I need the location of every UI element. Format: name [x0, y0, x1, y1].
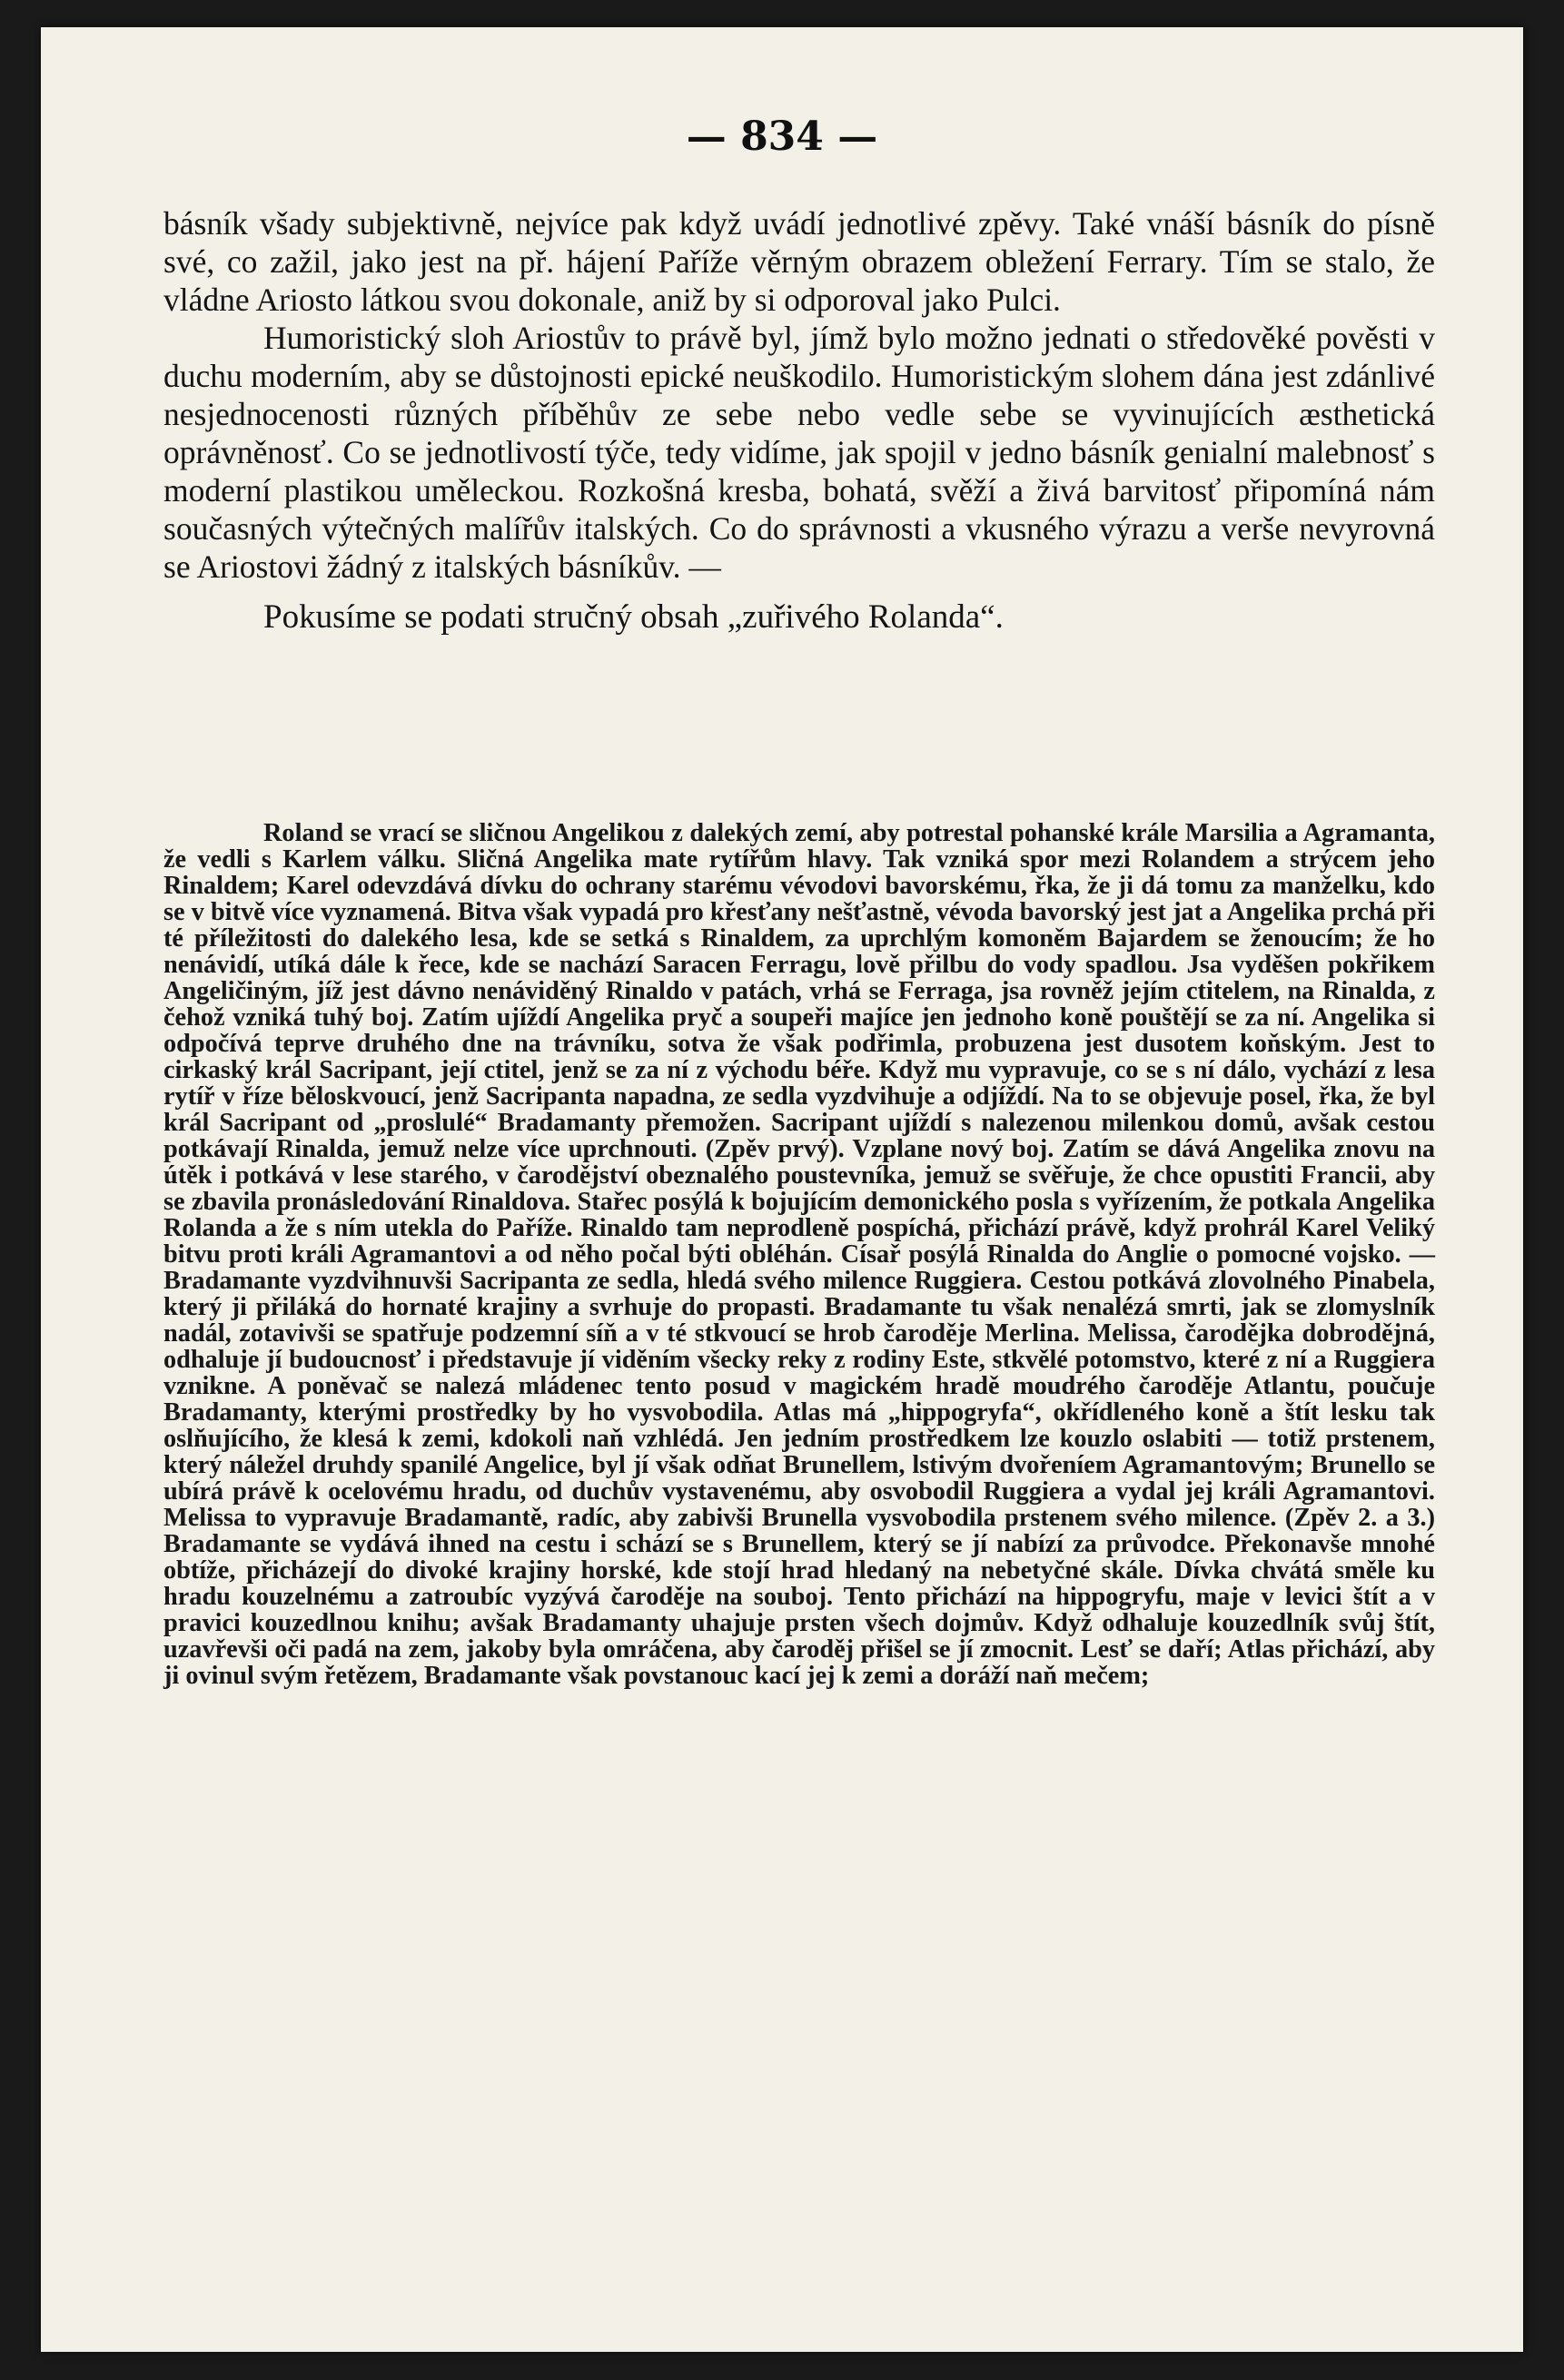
paragraph-intro-1: básník všady subjektivně, nejvíce pak když uvádí jednotlivé zpěvy. Také vnáší básník do písně své, co zažil, jako jest na př. hájení Paříže věrným obrazem obležení Ferrary. Tím se stalo, že vládne Ariosto látkou svou dokonale, aniž by si odporoval jako Pulci.: [163, 205, 1435, 318]
paragraph-intro-2: Humoristický sloh Ariostův to právě byl, jímž bylo možno jednati o středověké pověsti v duchu moderním, aby se důstojnosti epické neuškodilo. Humoristickým slohem dána jest zdánlivé nesjednocenosti různých příběhův ze sebe nebo vedle sebe se vyvinujících æsthetická oprávněnosť. Co se jednotlivostí týče, tedy vidíme, jak spojil v jedno básník genialní malebnosť s moderní plastikou uměleckou. Rozkošná kresba, bohatá, svěží a živá barvitosť připomíná nám současných výtečných malířův italských. Co do správnosti a vkusného výrazu a verše nevyrovná se Ariostovi žádný z italských básníkův. —: [163, 320, 1435, 585]
summary-heading: Pokusíme se podati stručný obsah „zuřivého Rolanda“.: [263, 598, 1004, 636]
page-number: — 834 —: [686, 114, 878, 160]
body-text: [163, 204, 1435, 637]
plot-summary-paragraph: Roland se vrací se sličnou Angelikou z dalekých zemí, aby potrestal pohanské krále Marsilia a Agramanta, že vedli s Karlem válku. Sličná Angelika mate rytířům hlavy. Tak vzniká spor mezi Rolandem a strýcem jeho Rinaldem; Karel odevzdává dívku do ochrany starému vévodovi bavorskému, řka, že ji dá tomu za manželku, kdo se v bitvě více vyznamená. Bitva však vypadá pro křesťany nešťastně, vévoda bavorský jest jat a Angelika prchá při té příležitosti do dalekého lesa, kde se setká s Rinaldem, za uprchlým komoněm Bajardem se ženoucím; že ho nenávidí, utíká dále k řece, kde se nachází Saracen Ferragu, lově přilbu do vody spadlou. Jsa vyděšen pokřikem Angeličiným, jíž jest dávno nenáviděný Rinaldo v patách, vrhá se Ferraga, jsa rovněž jejím ctitelem, na Rinalda, z čehož vzniká tuhý boj. Zatím ujíždí Angelika pryč a soupeři majíce jen jednoho koně pouštějí se za ní. Angelika si odpočívá teprve druhého dne na trávníku, sotva že však podřimla, probuzena jest dusotem koňským. Jest to cirkaský král Sacripant, její ctitel, jenž se za ní z východu béře. Když mu vypravuje, co se s ní dálo, vychází z lesa rytíř v říze běloskvoucí, jenž Sacripanta napadna, ze sedla vyzdvihuje a odjíždí. Na to se objevuje posel, řka, že byl král Sacripant od „proslulé“ Bradamanty přemožen. Sacripant ujíždí s nalezenou milenkou domů, avšak cestou potkávají Rinalda, jemuž nelze více uprchnouti. (Zpěv prvý). Vzplane nový boj. Zatím se dává Angelika znovu na útěk i potkává v lese starého, v čarodějství obeznalého poustevníka, jemuž se svěřuje, že chce opustiti Francii, aby se zbavila pronásledování Rinaldova. Stařec posýlá k bojujícím demonického posla s vyřízením, že potkala Angelika Rolanda a že s ním utekla do Paříže. Rinaldo tam neprodleně pospíchá, přichází právě, když prohrál Karel Veliký bitvu proti králi Agramantovi a od něho počal býti obléhán. Císař posýlá Rinalda do Anglie o pomocné vojsko. — Bradamante vyzdvihnuvši Sacripanta ze sedla, hledá svého milence Ruggiera. Cestou potkává zlovolného Pinabela, který ji přiláká do hornaté krajiny a svrhuje do propasti. Bradamante tu však nenalézá smrti, jak se zlomyslník nadál, zotavivši se spatřuje podzemní síň a v té stkvoucí se hrob čaroděje Merlina. Melissa, čarodějka dobrodějná, odhaluje jí budoucnosť i představuje jí viděním všecky reky z rodiny Este, stkvělé potomstvo, které z ní a Ruggiera vznikne. A poněvač se nalezá mládenec tento posud v magickém hradě moudrého čaroděje Atlantu, poučuje Bradamanty, kterými prostředky by ho vysvobodila. Atlas má „hippogryfa“, okřídleného koně a štít lesku tak oslňujícího, že klesá k zemi, kdokoli naň vzhlédá. Jen jedním prostředkem lze kouzlo oslabiti — totiž prstenem, který náležel druhdy spanilé Angelice, byl jí však odňat Brunellem, lstivým dvořeníem Agramantovým; Brunello se ubírá právě k ocelovému hradu, od duchův vystavenému, aby osvobodil Ruggiera a vydal jej králi Agramantovi. Melissa to vypravuje Bradamantě, radíc, aby zabivši Brunella vysvobodila prstenem svého milence. (Zpěv 2. a 3.) Bradamante se vydává ihned na cestu i schází se s Brunellem, který se jí nabízí za průvodce. Překonavše mnohé obtíže, přicházejí do divoké krajiny horské, kde stojí hrad hledaný na nebetyčné skále. Dívka chvátá směle ku hradu kouzelnému a zatroubíc vyzývá čaroděje na souboj. Tento přichází na hippogryfu, maje v levici štít a v pravici kouzedlnou knihu; avšak Bradamanty uhajuje prsten všech dojmův. Když odhaluje kouzedlník svůj štít, uzavřevši oči padá na zem, jakoby byla omráčena, aby čaroděj přišel se jí zmocnit. Lesť se daří; Atlas přichází, aby ji ovinul svým řetězem, Bradamante však povstanouc kací jej k zemi a doráží naň mečem;: [163, 819, 1435, 1690]
book-page: [41, 27, 1523, 2352]
